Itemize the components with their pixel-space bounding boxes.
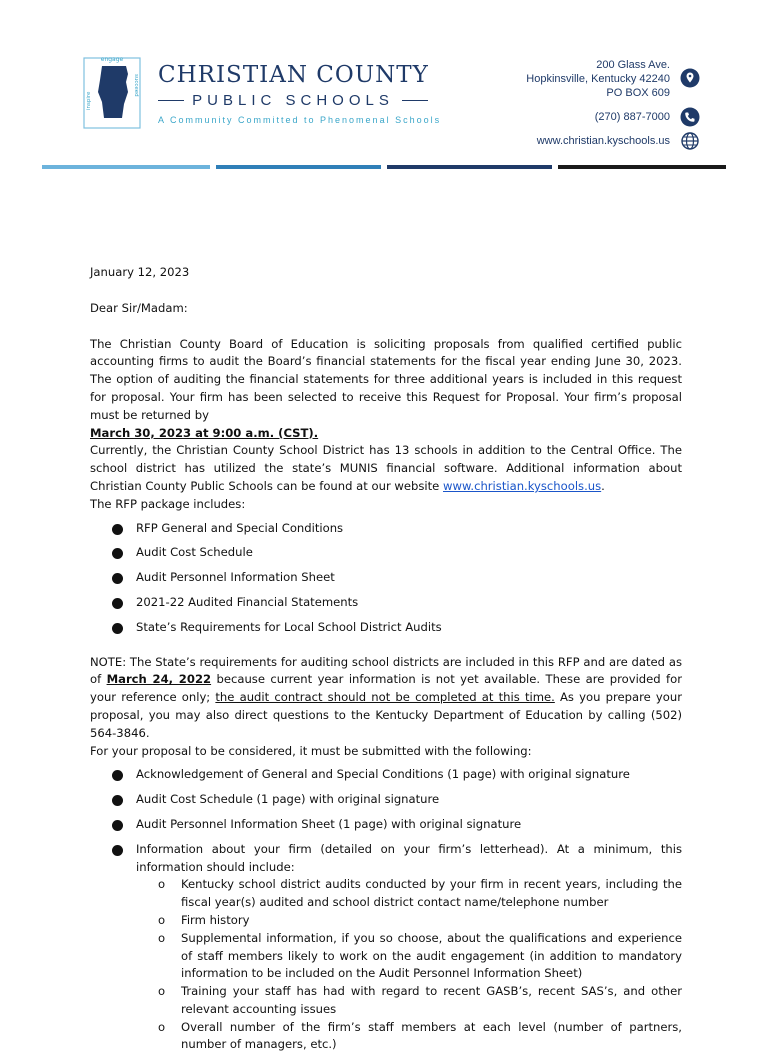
firm-subitem-text: Kentucky school district audits conducted by your firm in recent years, including the fiscal year(s) audited and school district contact name/telephone number bbox=[181, 877, 682, 910]
bullet-icon bbox=[112, 820, 123, 831]
sub-bullet-icon: o bbox=[158, 912, 166, 927]
note-text-b: because current year information is not yet available. These are provided for your reference only; bbox=[90, 672, 682, 705]
subtitle-rule-left bbox=[158, 100, 184, 101]
bullet-icon bbox=[112, 845, 123, 856]
bullet-icon bbox=[112, 623, 123, 634]
proposal-deadline bbox=[90, 425, 682, 443]
letter-date: January 12, 2023 bbox=[90, 265, 190, 279]
header-bar-black bbox=[558, 165, 726, 169]
phone-icon bbox=[680, 107, 700, 127]
header-color-bars bbox=[42, 165, 726, 169]
submit-list-item-firm-info bbox=[90, 841, 682, 1055]
subtitle-rule-right bbox=[402, 100, 428, 101]
package-list-item bbox=[90, 544, 682, 562]
firm-subitem-text: Supplemental information, if you so choose, about the qualifications and experience of staff members likely to work on the audit engagement (in addition to mandatory information to be included on the Audit Personnel Information Sheet) bbox=[181, 930, 682, 981]
kentucky-map-logo bbox=[82, 52, 144, 132]
package-item-text: RFP General and Special Conditions bbox=[136, 520, 344, 535]
package-intro: The RFP package includes: bbox=[90, 496, 246, 511]
address-block bbox=[526, 58, 700, 100]
intro-text: The Christian County Board of Education is soliciting proposals from qualified certified public accounting firms to audit the Board’s financial statements for the fiscal year ending June 30, 2023. The option of auditing the financial statements for three additional years is included in this request for proposal. Your firm has been selected to receive this Request for Proposal. Your firm’s proposal must be returned by bbox=[90, 336, 682, 422]
note-paragraph bbox=[90, 654, 682, 743]
bullet-icon bbox=[112, 548, 123, 559]
location-pin-icon bbox=[680, 68, 700, 88]
sub-bullet-icon: o bbox=[158, 984, 166, 999]
bullet-icon bbox=[112, 524, 123, 535]
firm-info-subitem bbox=[136, 1019, 682, 1055]
sub-bullet-icon: o bbox=[158, 877, 166, 892]
package-item-text: State’s Requirements for Local School District Audits bbox=[136, 619, 442, 634]
firm-subitem-text: Overall number of the firm’s staff members at each level (number of partners, number of managers, etc.) bbox=[181, 1019, 682, 1052]
header-bar-blue bbox=[216, 165, 381, 169]
logo-word-left: inspire bbox=[86, 91, 92, 110]
package-item-text: Audit Personnel Information Sheet bbox=[136, 570, 335, 585]
note-text-a: NOTE: The State’s requirements for auditing school districts are included in this RFP and are dated as of bbox=[90, 654, 682, 687]
firm-info-text: Information about your firm (detailed on your firm’s letterhead). At a minimum, this information should include: bbox=[136, 841, 682, 874]
bullet-icon bbox=[112, 573, 123, 584]
address-line-3: PO BOX 609 bbox=[606, 87, 670, 99]
submit-list-item bbox=[90, 816, 682, 834]
package-list-item bbox=[90, 520, 682, 538]
package-list-item bbox=[90, 619, 682, 637]
sub-bullet-icon: o bbox=[158, 1019, 166, 1034]
note-date: March 24, 2022 bbox=[106, 672, 212, 687]
district-website-link[interactable]: www.christian.kyschools.us bbox=[443, 478, 602, 493]
submit-list bbox=[90, 766, 682, 1054]
phone-block bbox=[526, 110, 700, 124]
note-text-c: As you prepare your proposal, you may also direct questions to the Kentucky Department of Education by calling (502) 564-3846. bbox=[90, 690, 682, 740]
bullet-icon bbox=[112, 795, 123, 806]
address-line-1: 200 Glass Ave. bbox=[596, 59, 670, 71]
package-item-text: Audit Cost Schedule bbox=[136, 545, 253, 560]
firm-subitem-text: Firm history bbox=[181, 912, 250, 927]
paragraph-intro bbox=[90, 336, 682, 425]
district-tagline: A Community Committed to Phenomenal Schools bbox=[158, 115, 442, 125]
contact-block bbox=[526, 58, 700, 148]
district-subtitle bbox=[158, 92, 428, 109]
note-underline: the audit contract should not be completed at this time. bbox=[215, 690, 555, 705]
firm-info-subitem bbox=[136, 912, 682, 930]
logo-word-top: engage bbox=[100, 56, 124, 63]
firm-info-subitem bbox=[136, 930, 682, 983]
bullet-icon bbox=[112, 770, 123, 781]
bullet-icon bbox=[112, 598, 123, 609]
header-bar-light-blue bbox=[42, 165, 210, 169]
subtitle-text: PUBLIC SCHOOLS bbox=[192, 92, 394, 109]
website-link[interactable]: www.christian.kyschools.us bbox=[536, 135, 670, 147]
district-logo bbox=[82, 52, 442, 137]
logo-word-right: succeed bbox=[133, 74, 139, 97]
firm-info-subitem bbox=[136, 983, 682, 1019]
submit-list-item bbox=[90, 766, 682, 784]
globe-icon bbox=[680, 131, 700, 151]
district-name: CHRISTIAN COUNTY bbox=[158, 62, 429, 88]
header-bar-navy bbox=[387, 165, 552, 169]
firm-subitem-text: Training your staff has had with regard to recent GASB’s, recent SAS’s, and other relevant accounting issues bbox=[181, 984, 682, 1016]
sub-bullet-icon: o bbox=[158, 930, 166, 945]
letter-body bbox=[90, 264, 682, 1061]
firm-info-subitem bbox=[136, 876, 682, 912]
submit-item-text: Audit Cost Schedule (1 page) with original signature bbox=[136, 792, 440, 807]
district-info-text: Currently, the Christian County School District has 13 schools in addition to the Central Office. The school district has utilized the state’s MUNIS financial software. Additional information about Christian County Public Schools can be found at our website bbox=[90, 443, 682, 493]
package-list-item bbox=[90, 569, 682, 587]
deadline-text: March 30, 2023 at 9:00 a.m. (CST). bbox=[90, 425, 319, 440]
address-line-2: Hopkinsville, Kentucky 42240 bbox=[526, 73, 670, 85]
letter-salutation: Dear Sir/Madam: bbox=[90, 300, 188, 315]
submit-intro: For your proposal to be considered, it must be submitted with the following: bbox=[90, 743, 532, 758]
district-info-end: . bbox=[601, 478, 605, 493]
phone-number: (270) 887-7000 bbox=[594, 111, 670, 123]
submit-item-text: Audit Personnel Information Sheet (1 page) with original signature bbox=[136, 816, 522, 831]
package-item-text: 2021-22 Audited Financial Statements bbox=[136, 594, 359, 609]
package-list bbox=[90, 520, 682, 637]
package-list-item bbox=[90, 594, 682, 612]
firm-info-sublist bbox=[136, 876, 682, 1054]
submit-list-item bbox=[90, 791, 682, 809]
website-block bbox=[526, 134, 700, 148]
paragraph-district-info bbox=[90, 442, 682, 495]
submit-item-text: Acknowledgement of General and Special Conditions (1 page) with original signature bbox=[136, 767, 630, 782]
